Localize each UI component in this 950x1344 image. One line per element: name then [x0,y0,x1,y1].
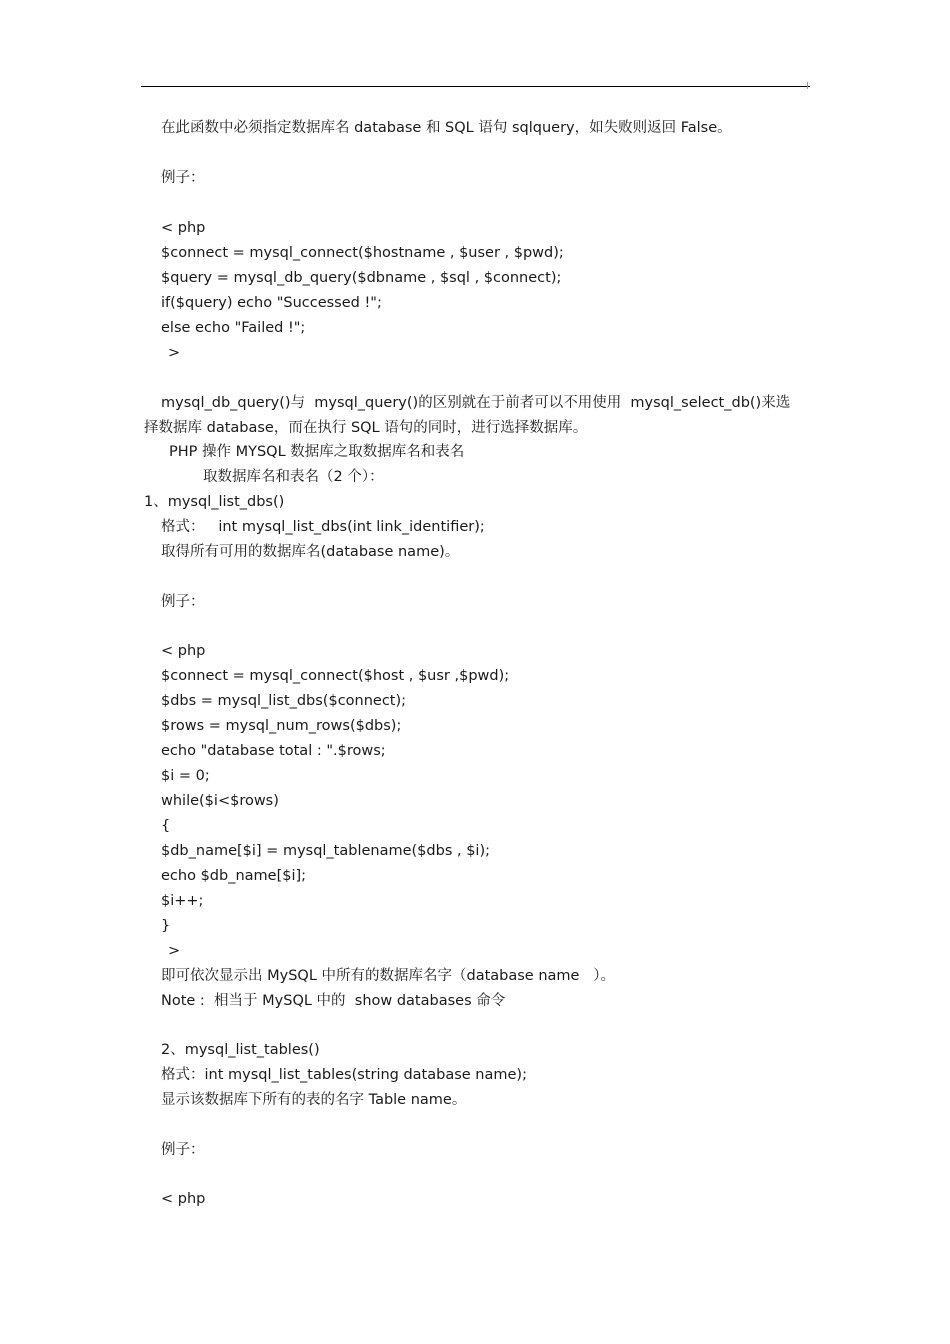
header-rule [141,86,810,87]
code-line: if($query) echo "Successed !"; [161,295,382,311]
header-mark [807,82,808,89]
code-line: < php [161,643,206,659]
function-description: 取得所有可用的数据库名(database name)。 [161,544,460,560]
code-line: echo $db_name[$i]; [161,868,307,884]
code-line: while($i<$rows) [161,793,279,809]
code-line: < php [161,220,206,236]
code-line: $query = mysql_db_query($dbname , $sql , $connect); [161,270,562,286]
comparison-paragraph: mysql_db_query()与 mysql_query()的区别就在于前者可以不用使用 mysql_select_db()来选 [161,395,791,411]
comparison-paragraph-continued: 择数据库 database，而在执行 SQL 语句的同时，进行选择数据库。 [144,420,588,436]
code-line: > [168,345,181,361]
example-label: 例子： [161,594,205,610]
code-line: $i++; [161,893,204,909]
note-line: Note : 相当于 MySQL 中的 show databases 命令 [161,993,506,1009]
section-subtitle: 取数据库名和表名（2 个）： [203,469,384,485]
code-line: $connect = mysql_connect($host , $usr ,$pwd); [161,668,510,684]
section-title: PHP 操作 MYSQL 数据库之取数据库名和表名 [169,444,465,460]
item-heading: 2、mysql_list_tables() [161,1042,320,1058]
result-note: 即可依次显示出 MySQL 中所有的数据库名字（database name ）。 [161,968,616,984]
code-line: $connect = mysql_connect($hostname , $user , $pwd); [161,245,564,261]
code-line: else echo "Failed !"; [161,320,306,336]
code-line: { [161,818,171,834]
code-line: } [161,918,171,934]
function-format: 格式： int mysql_list_dbs(int link_identifier); [161,519,485,535]
function-format: 格式：int mysql_list_tables(string database name); [161,1067,527,1083]
code-line: $dbs = mysql_list_dbs($connect); [161,693,407,709]
code-line: $db_name[$i] = mysql_tablename($dbs , $i); [161,843,490,859]
code-line: < php [161,1191,206,1207]
function-description: 显示该数据库下所有的表的名字 Table name。 [161,1092,467,1108]
example-label: 例子： [161,170,205,186]
code-line: echo "database total : ".$rows; [161,743,386,759]
code-line: > [168,943,181,959]
code-line: $rows = mysql_num_rows($dbs); [161,718,402,734]
example-label: 例子： [161,1142,205,1158]
code-line: $i = 0; [161,768,210,784]
intro-paragraph: 在此函数中必须指定数据库名 database 和 SQL 语句 sqlquery，如失败则返回 False。 [161,120,732,136]
item-heading: 1、mysql_list_dbs() [144,494,285,510]
